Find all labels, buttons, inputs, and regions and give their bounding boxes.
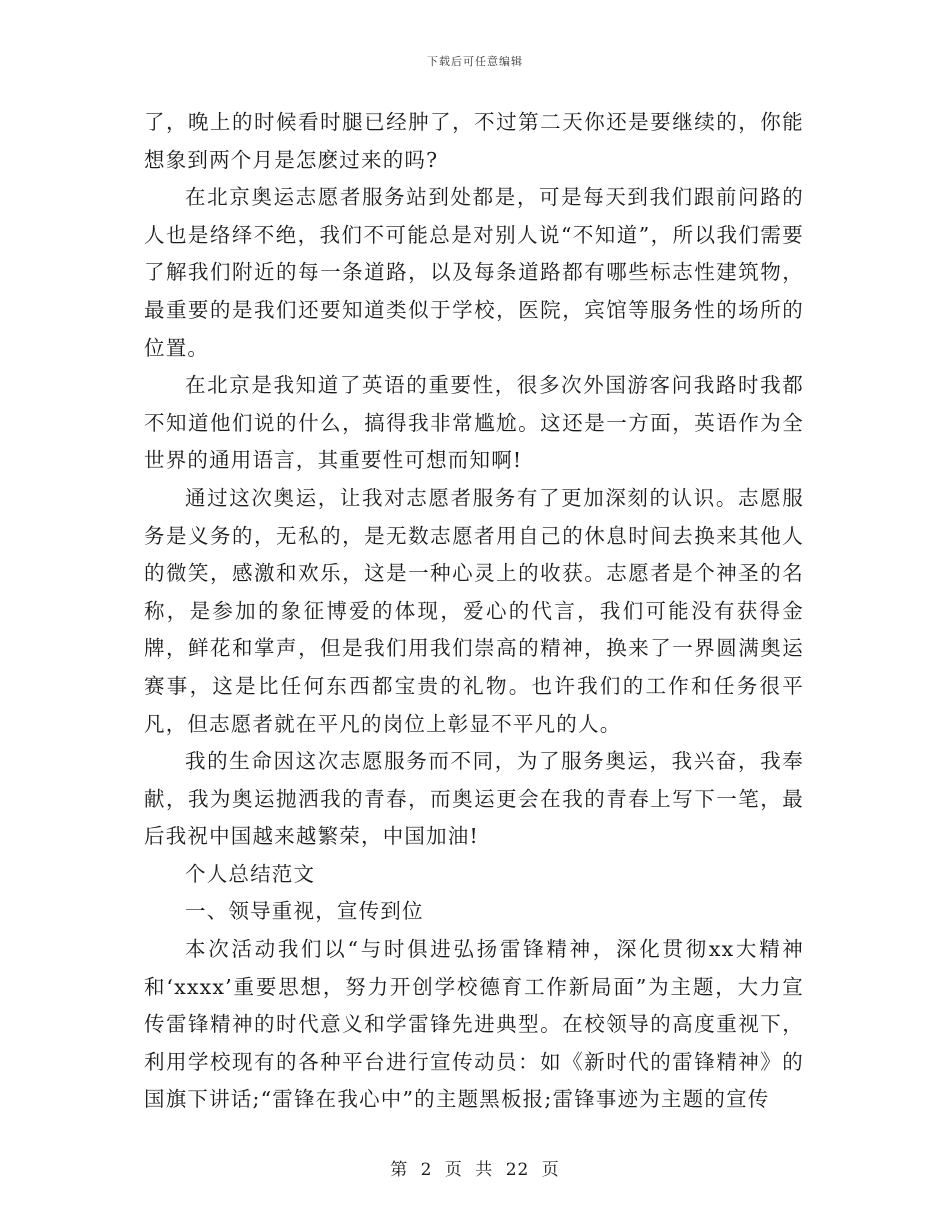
paragraph: 本次活动我们以“与时俱进弘扬雷锋精神，深化贯彻xx大精神和‘xxxx’重要思想，努力开创学校德育工作新局面”为主题，大力宣传雷锋精神的时代意义和学雷锋先进典型。在校领导的高度重视下，利用学校现有的各种平台进行宣传动员：如《新时代的雷锋精神》的国旗下讲话;“雷锋在我心中”的主题黑板报;雷锋事迹为主题的宣传: [144, 937, 804, 1112]
paragraph: 通过这次奥运，让我对志愿者服务有了更加深刻的认识。志愿服务是义务的，无私的，是无数志愿者用自己的休息时间去换来其他人的微笑，感激和欢乐，这是一种心灵上的收获。志愿者是个神圣的名称，是参加的象征博爱的体现，爱心的代言，我们可能没有获得金牌，鲜花和掌声，但是我们用我们崇高的精神，换来了一界圆满奥运赛事，这是比任何东西都宝贵的礼物。也许我们的工作和任务很平凡，但志愿者就在平凡的岗位上彰显不平凡的人。: [144, 485, 804, 736]
paragraph: 在北京奥运志愿者服务站到处都是，可是每天到我们跟前问路的人也是络绎不绝，我们不可能总是对别人说“不知道”，所以我们需要了解我们附近的每一条道路，以及每条道路都有哪些标志性建筑物，最重要的是我们还要知道类似于学校，医院，宾馆等服务性的场所的位置。: [144, 185, 804, 360]
page-header: 下载后可任意编辑: [427, 55, 523, 68]
page-number: 第 2 页 共 22 页: [390, 1160, 560, 1180]
paragraph: 在北京是我知道了英语的重要性，很多次外国游客问我路时我都不知道他们说的什么，搞得我非常尴尬。这还是一方面，英语作为全世界的通用语言，其重要性可想而知啊!: [144, 373, 804, 473]
paragraph: 我的生命因这次志愿服务而不同，为了服务奥运，我兴奋，我奉献，我为奥运抛洒我的青春，而奥运更会在我的青春上写下一笔，最后我祝中国越来越繁荣，中国加油!: [144, 749, 804, 849]
paragraph: 了，晚上的时候看时腿已经肿了，不过第二天你还是要继续的，你能想象到两个月是怎麽过来的吗?: [144, 110, 804, 172]
section-heading: 一、领导重视，宣传到位: [185, 899, 424, 924]
section-title: 个人总结范文: [185, 861, 316, 886]
document-body: [144, 104, 804, 1119]
